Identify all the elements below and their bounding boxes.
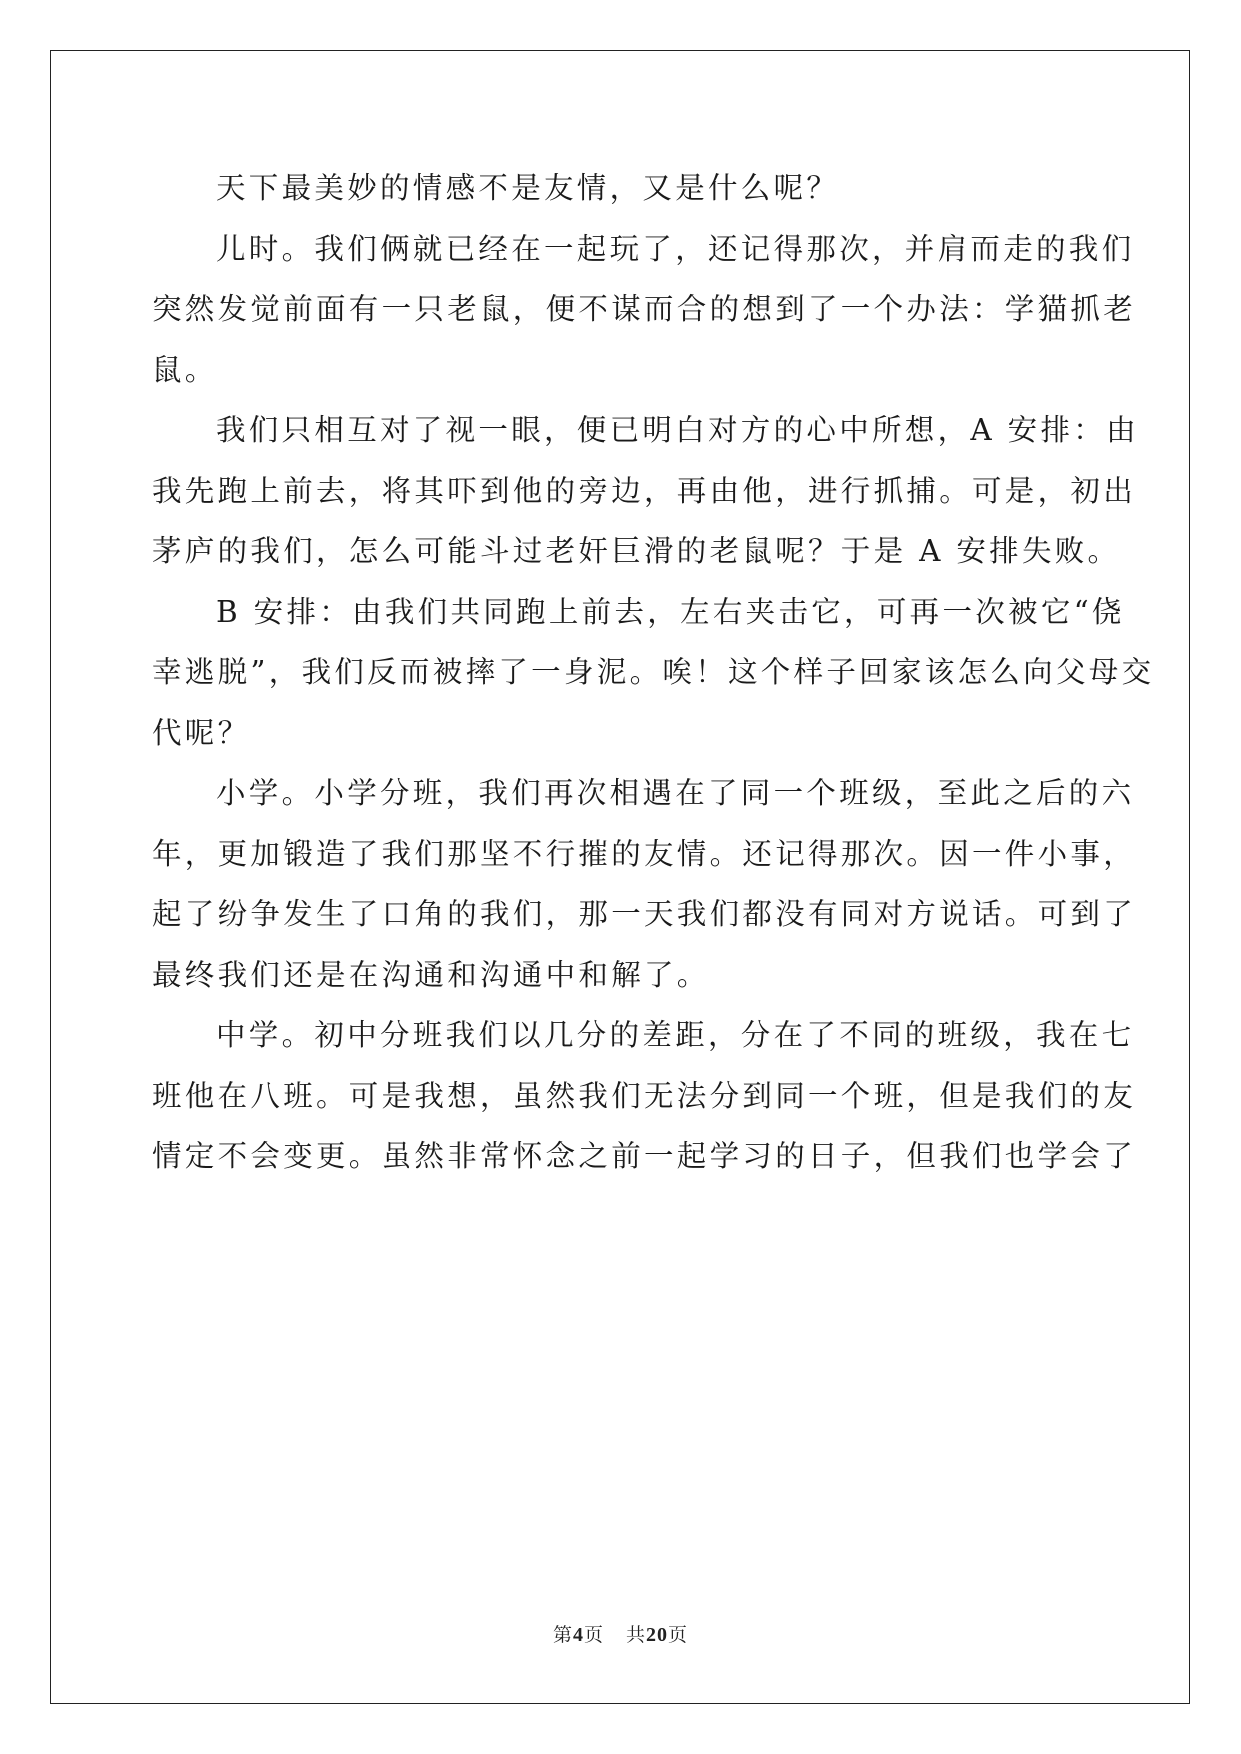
paragraph-line: 儿时。我们俩就已经在一起玩了，还记得那次，并肩而走的我们: [216, 231, 1135, 266]
paragraph-line: 起了纷争发生了口角的我们，那一天我们都没有同对方说话。可到了: [152, 897, 1137, 931]
paragraph-line: 代呢？: [152, 715, 251, 750]
paragraph-line: 班他在八班。可是我想，虽然我们无法分到同一个班，但是我们的友: [152, 1078, 1137, 1113]
paragraph-line: 情定不会变更。虽然非常怀念之前一起学习的日子，但我们也学会了: [152, 1139, 1137, 1173]
paragraph-line: 鼠。: [152, 352, 218, 387]
paragraph-line: 年，更加锻造了我们那坚不行摧的友情。还记得那次。因一件小事，: [152, 836, 1137, 871]
current-page-number: 4: [572, 1624, 584, 1646]
paragraph-line: 小学。小学分班，我们再次相遇在了同一个班级，至此之后的六: [216, 776, 1135, 810]
total-page-count: 20: [646, 1624, 669, 1646]
page-footer: [0, 1620, 1241, 1647]
page-label-prefix: 第: [552, 1624, 573, 1646]
paragraph: [152, 582, 1155, 764]
paragraph-line: 突然发觉前面有一只老鼠，便不谋而合的想到了一个办法：学猫抓老: [152, 292, 1137, 326]
paragraph-line: B 安排：由我们共同跑上前去，左右夹击它，可再一次被它“侥: [216, 594, 1125, 629]
page-label-suffix: 页: [583, 1624, 604, 1646]
paragraph-line: 最终我们还是在沟通和沟通中和解了。: [152, 957, 710, 992]
paragraph-line: 中学。初中分班我们以几分的差距，分在了不同的班级，我在七: [216, 1018, 1135, 1052]
paragraph-line: 我先跑上前去，将其吓到他的旁边，再由他，进行抓捕。可是，初出: [152, 473, 1137, 508]
paragraph: [152, 763, 1137, 1005]
paragraph-line: 天下最美妙的情感不是友情，又是什么呢？: [216, 171, 840, 205]
paragraph: [152, 1005, 1137, 1187]
paragraph: [152, 400, 1139, 582]
total-label-suffix: 页: [668, 1624, 689, 1646]
paragraph-line: 幸逃脱”，我们反而被摔了一身泥。唉！这个样子回家该怎么向父母交: [152, 655, 1155, 689]
document-body: [152, 158, 1155, 1187]
paragraph-line: 我们只相互对了视一眼，便已明白对方的心中所想，A 安排：由: [216, 413, 1139, 447]
paragraph: [152, 158, 1092, 219]
total-label-prefix: 共: [626, 1624, 647, 1646]
paragraph-line: 茅庐的我们，怎么可能斗过老奸巨滑的老鼠呢？于是 A 安排失败。: [152, 534, 1121, 568]
paragraph: [152, 219, 1137, 401]
